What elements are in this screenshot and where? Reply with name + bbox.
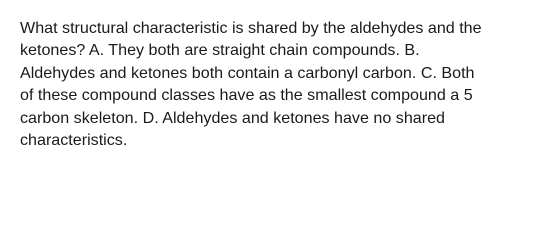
question-text: What structural characteristic is shared by the aldehydes and the ketones? A. They both are straight chain compounds. B. Aldehydes and ketones both contain a carbonyl carbon. C. Both of these compound classes have as the smallest compound a 5 carbon skeleton. D. Aldehydes and ketones have no shared characteristics. <box>20 19 482 150</box>
